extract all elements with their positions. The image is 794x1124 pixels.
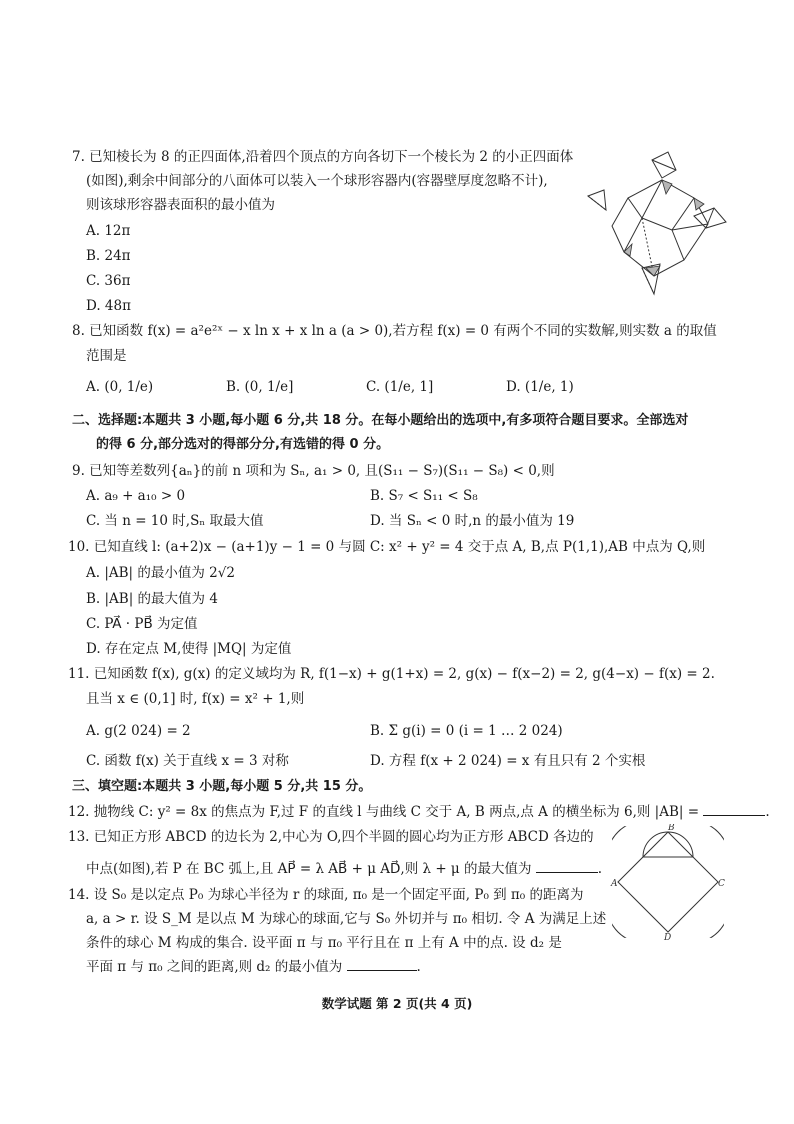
figure-label-b: B [668,824,675,833]
q14-text: 平面 π 与 π₀ 之间的距离,则 d₂ 的最小值为 [86,959,343,975]
page-footer: 数学试题 第 2 页(共 4 页) [321,996,473,1011]
q12-text: 12. 抛物线 C: y² = 8x 的焦点为 F,过 F 的直线 l 与曲线 C 交于 A, B 两点,点 A 的横坐标为 6,则 |AB| = [68,804,700,820]
section-2-heading: 二、选择题:本题共 3 小题,每小题 6 分,共 18 分。在每小题给出的选项中,有多项符合题目要求。全部选对 [72,413,689,428]
figure-label-a: A [611,879,618,889]
q8-option-d: D. (1/e, 1) [506,379,574,395]
figure-label-c: C [718,879,725,889]
q13-answer-blank[interactable] [536,860,598,873]
q11-option-a: A. g(2 024) = 2 [86,723,191,739]
q13-line1: 13. 已知正方形 ABCD 的边长为 2,中心为 O,四个半圆的圆心均为正方形 ABCD 各边的 [68,829,594,845]
q11-line1: 11. 已知函数 f(x), g(x) 的定义域均为 R, f(1−x) + g(1+x) = 2, g(x) − f(x−2) = 2, g(4−x) − f(x) = 2. [68,666,715,682]
q9-line1: 9. 已知等差数列{aₙ}的前 n 项和为 Sₙ, a₁ > 0, 且(S₁₁ − S₇)(S₁₁ − S₈) < 0,则 [72,463,555,479]
q7-option-a: A. 12π [86,223,131,239]
q8-option-a: A. (0, 1/e) [86,379,154,395]
q9-option-c: C. 当 n = 10 时,Sₙ 取最大值 [86,513,264,529]
q14-line2: a, a > r. 设 S_M 是以点 M 为球心的球面,它与 S₀ 外切并与 π₀ 相切. 令 A 为满足上述 [86,911,607,927]
q10-option-b: B. |AB| 的最大值为 4 [86,591,218,607]
q8-option-b: B. (0, 1/e] [226,379,294,395]
q8-line2: 范围是 [86,348,127,364]
q7-option-c: C. 36π [86,273,131,289]
q13-square-semicircles-figure [610,824,726,940]
q10-line1: 10. 已知直线 l: (a+2)x − (a+1)y − 1 = 0 与圆 C: x² + y² = 4 交于点 A, B,点 P(1,1),AB 中点为 Q,则 [68,539,706,555]
q10-option-c: C. PA⃗ · PB⃗ 为定值 [86,616,198,632]
q11-option-b: B. Σ g(i) = 0 (i = 1 … 2 024) [370,723,563,739]
q9-option-b: B. S₇ < S₁₁ < S₈ [370,488,478,504]
q7-line2: (如图),剩余中间部分的八面体可以装入一个球形容器内(容器壁厚度忽略不计), [86,173,548,189]
q13-line2: 中点(如图),若 P 在 BC 弧上,且 AP⃗ = λ AB⃗ + μ AD⃗,则 λ + μ 的最大值为 . [86,861,603,877]
q10-option-a: A. |AB| 的最小值为 2√2 [86,565,235,581]
q7-octahedron-figure [584,148,730,298]
q9-option-a: A. a₉ + a₁₀ > 0 [86,488,186,504]
q7-line1: 7. 已知棱长为 8 的正四面体,沿着四个顶点的方向各切下一个棱长为 2 的小正四面体 [72,149,574,165]
q14-line3: 条件的球心 M 构成的集合. 设平面 π 与 π₀ 平行且在 π 上有 A 中的点. 设 d₂ 是 [86,935,562,951]
q8-line1: 8. 已知函数 f(x) = a²e²ˣ − x ln x + x ln a (a > 0),若方程 f(x) = 0 有两个不同的实数解,则实数 a 的取值 [72,323,717,339]
q11-line2: 且当 x ∈ (0,1] 时, f(x) = x² + 1,则 [86,691,305,707]
q8-option-c: C. (1/e, 1] [366,379,434,395]
q12-answer-blank[interactable] [703,803,765,816]
q7-option-d: D. 48π [86,298,131,314]
q11-option-d: D. 方程 f(x + 2 024) = x 有且只有 2 个实根 [370,753,646,769]
q14-line1: 14. 设 S₀ 是以定点 P₀ 为球心半径为 r 的球面, π₀ 是一个固定平面, P₀ 到 π₀ 的距离为 [68,887,584,903]
q9-option-d: D. 当 Sₙ < 0 时,n 的最小值为 19 [370,513,575,529]
q7-line3: 则该球形容器表面积的最小值为 [86,197,275,213]
q10-option-d: D. 存在定点 M,使得 |MQ| 为定值 [86,641,292,657]
q12-line1: 12. 抛物线 C: y² = 8x 的焦点为 F,过 F 的直线 l 与曲线 C 交于 A, B 两点,点 A 的横坐标为 6,则 |AB| = . [68,804,770,820]
section-2-heading-cont: 的得 6 分,部分选对的得部分分,有选错的得 0 分。 [96,437,390,452]
figure-label-d: D [664,933,672,940]
q13-text: 中点(如图),若 P 在 BC 弧上,且 AP⃗ = λ AB⃗ + μ AD⃗,则 λ + μ 的最大值为 [86,861,532,877]
q11-option-c: C. 函数 f(x) 关于直线 x = 3 对称 [86,753,289,769]
q14-answer-blank[interactable] [347,958,417,971]
q14-line4: 平面 π 与 π₀ 之间的距离,则 d₂ 的最小值为 . [86,959,421,975]
q7-option-b: B. 24π [86,248,131,264]
section-3-heading: 三、填空题:本题共 3 小题,每小题 5 分,共 15 分。 [72,779,372,794]
